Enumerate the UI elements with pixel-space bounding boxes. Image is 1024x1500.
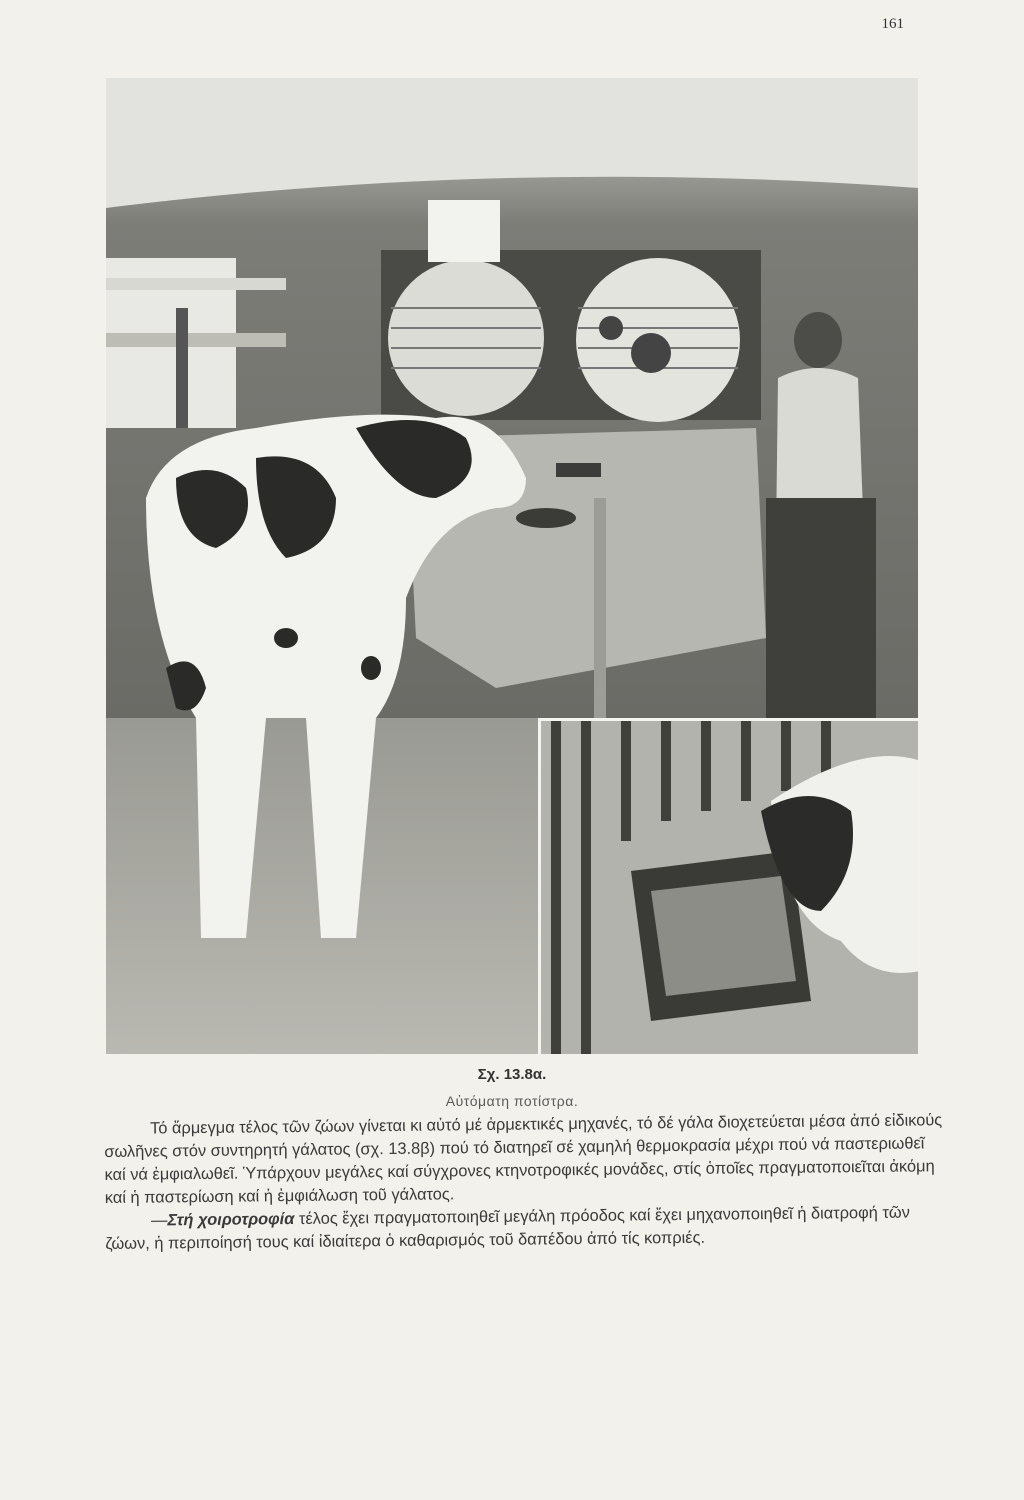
paragraph-pig-farming [105,1201,945,1256]
water-bowl [516,508,576,528]
man-head [794,312,842,368]
fan-left [388,260,544,416]
figure-number: Σχ. 13.8α. [477,1066,547,1083]
paragraph-rest: τέλος ἔχει πραγματοποιηθεῖ μεγάλη πρόοδος καί ἔχει μηχανοποιηθεῖ ἡ διατροφή τῶν ζώων, ἡ περιποίησή τους καί ἰδιαίτερα ὁ καθαρισμός τοῦ δαπέδου ἀπό τίς κοπριές. [105,1203,910,1253]
paragraph-dash: — [150,1211,168,1230]
emphasis-pig-farming: Στή χοιροτροφία [167,1210,295,1230]
figure-inset-photo [538,718,918,1054]
body-text [104,1109,945,1256]
figure-caption: Αὐτόματη ποτίστρα. [445,1093,579,1109]
paragraph-milking: Τό ἄρμεγμα τέλος τῶν ζώων γίνεται κι αὐτό μέ ἀρμεκτικές μηχανές, τό δέ γάλα διοχετεύεται μέσα ἀπό εἰδικούς σωλῆνες στόν συντηρητή γάλατος (σχ. 13.8β) πού τό διατηρεῖ σέ χαμηλή θερμοκρασία μέχρι πού νά παστεριωθεῖ καί νά ἐμφιαλωθεῖ. Ὑπάρχουν μεγάλες καί σύγχρονες κτηνοτροφικές μονάδες, στίς ὁποῖες πραγματοποιεῖται ἀκόμη καί ἡ παστερίωση καί ἡ ἐμφιάλωση τοῦ γάλατος. [104,1111,943,1207]
notice-sheet [428,200,500,262]
figure-photograph [106,78,918,1054]
page-number: 161 [881,16,904,32]
inset-illustration [541,721,918,1054]
bowl-post [594,498,606,728]
